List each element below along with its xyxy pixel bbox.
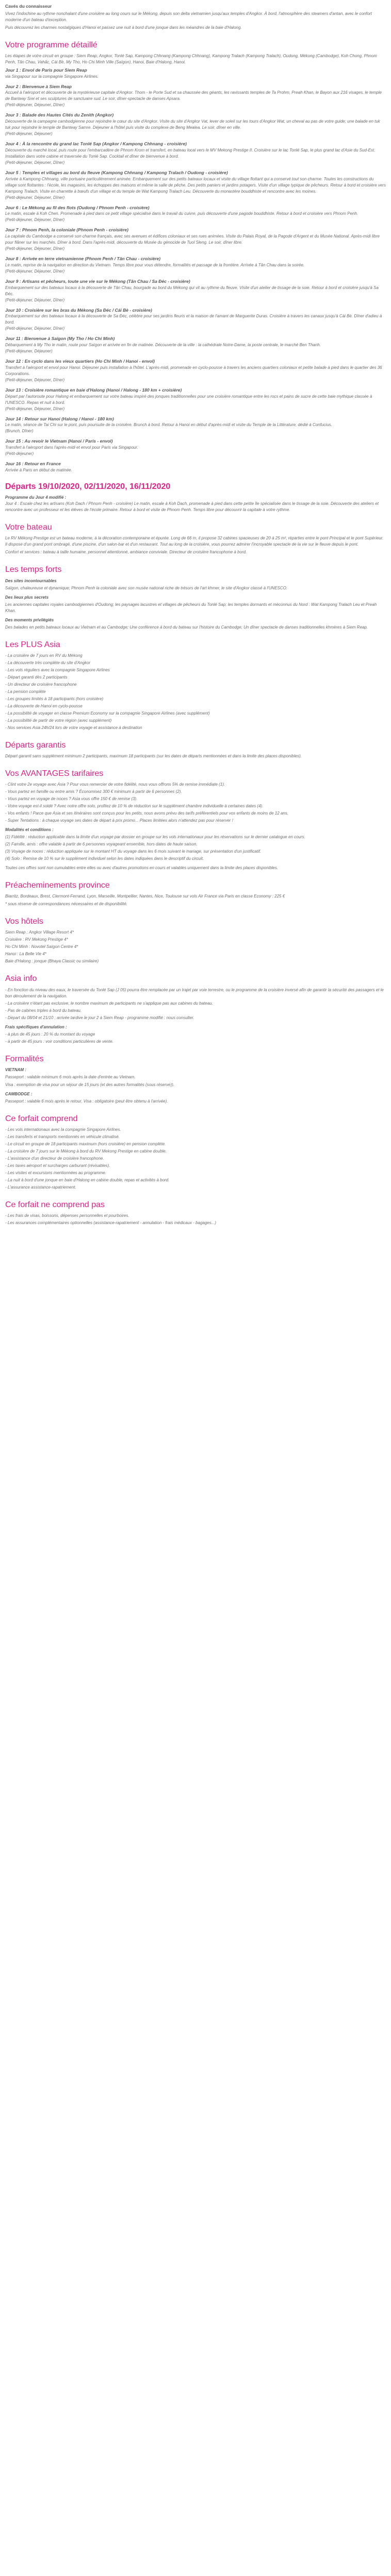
formalites-title: Formalités xyxy=(5,1054,44,1063)
day-text: Embarquement sur des bateaux locaux à la découverte de Tân Chau, bourgade au bord du Mékong qui vit au rythme du fleuve. Visite d'un atelier de tissage de la soie. Retour à bord et croisière jusqu'à Sa Đéc. xyxy=(5,285,379,296)
day-block xyxy=(5,112,386,137)
comprend-title: Ce forfait comprend xyxy=(5,1114,78,1123)
day-block xyxy=(5,170,386,201)
temps-forts-label: Des lieux plus secrets xyxy=(5,595,49,600)
avantage-item: - Super Tentations : à chaque voyage ses dates de départ à prix promo... Places limitées alors n'attendez pas pour réserver ! xyxy=(5,818,233,823)
condition-item: (1) Fidélité : réduction applicable dans la limite d'un voyage par dossier en groupe sur les vols internationaux pour les réservations sur le dernier catalogue en cours. xyxy=(5,835,305,840)
comprend-list xyxy=(5,1127,386,1191)
temps-forts-group xyxy=(5,578,386,591)
day-text: Le matin, séance de Tai Chi sur le pont, puis poursuite de la croisière. Brunch à bord. Retour à Hanoi en début d'après-midi et visite du Temple de la Littérature, dédié à Confucius. xyxy=(5,422,332,428)
day-block xyxy=(5,205,386,224)
day-title: Jour 13 : Croisière romantique en baie d'Halong (Hanoi / Halong - 180 km + croisière) xyxy=(5,387,182,393)
avantage-item: - Vous partez en voyage de noces ? Asia vous offre 150 € de remise (3). xyxy=(5,796,138,802)
day-block xyxy=(5,256,386,275)
day-title: Jour 9 : Artisans et pêcheurs, toute une vie sur le Mékong (Tân Chau / Sa Đéc - croisière) xyxy=(5,278,190,284)
comprend-item: - Le circuit en groupe de 18 participants maximum (hors croisière) en pension complète. xyxy=(5,1142,166,1146)
day-text: Débarquement à My Tho le matin, route pour Saïgon et arrivée en fin de matinée. Découverte de la ville : la cathédrale Notre-Dame, la poste centrale, le marché Ben Thanh. xyxy=(5,343,321,348)
plus-list xyxy=(5,653,386,731)
hotel-item: Baie d'Halong : jonque (Bhaya Classic ou similaire) xyxy=(5,959,99,964)
comprend-item: - L'assistance d'un directeur de croisière francophone. xyxy=(5,1156,104,1161)
visa-text: Visa : exemption de visa pour un séjour de 15 jours (et des autres formalités (sous réserve)). xyxy=(5,1082,175,1087)
info-item: - Pas de cabines triples à bord du bateau. xyxy=(5,1008,82,1013)
day-block xyxy=(5,416,386,435)
bateau-text-2: Confort et services : bateau à taille humaine, personnel attentionné, ambiance conviviale. Directeur de croisière francophone à bord. xyxy=(5,550,247,555)
day-meals: (Petit-déjeuner) xyxy=(5,451,34,456)
day-title: Jour 16 : Retour en France xyxy=(5,461,61,467)
comprend-item: - Les visites et excursions mentionnées au programme. xyxy=(5,1171,107,1175)
day-meals: (Petit-déjeuner, Déjeuner, Dîner) xyxy=(5,377,65,382)
comprend-item: - L'assurance assistance-rapatriement. xyxy=(5,1185,76,1190)
temps-forts-group xyxy=(5,595,386,614)
info-list xyxy=(5,987,386,1021)
day-text: Le matin, escale à Koh Chen. Promenade à pied dans ce petit village spécialisé dans le travail du cuivre, puis découverte d'une pagode bouddhiste. Retour à bord et croisière vers Phnom Penh. xyxy=(5,211,359,216)
ne-comprend-item: - Les assurances complémentaires optionnelles (assistance-rapatriement - annulation - frais médicaux - bagages...) xyxy=(5,1221,217,1226)
temps-forts-group xyxy=(5,617,386,631)
day-meals: (Petit-déjeuner, Déjeuner, Dîner) xyxy=(5,297,65,302)
cambodge-text: Passeport : valable 6 mois après le retour. Visa : obligatoire (peut être obtenu à l'arrivée). xyxy=(5,1098,168,1104)
day-text: Découverte du marché local, puis route pour l'embarcadère de Phnom Krom et transfert, en bateau local vers le MV Mekong Prestige II. Croisière sur le lac Tonlé Sap, le plus grand lac d'Asie du Sud-Est. Installation dans votre cabine et traversée du Tonlé Sap. Cocktail et dîner de bienvenue à bord. xyxy=(5,147,376,159)
intro-paragraph: Puis découvrez les charmes nostalgiques d'Hanoi et passez une nuit à bord d'une jonque dans les méandres de la baie d'Halong. xyxy=(5,25,242,30)
day-meals: (Petit-déjeuner, Déjeuner) xyxy=(5,131,53,137)
plus-item: - La croisière de 7 jours en RV du Mékong xyxy=(5,653,83,658)
intro-section xyxy=(5,3,386,31)
day-text: La capitale du Cambodge a conservé son charme français, avec ses avenues et édifices coloniaux et ses rues animées. Visite du Palais Royal, de la Pagode d'Argent et du Musée National. Après-midi libre pour flâner sur les marchés. Dîner à bord. Dans l'après-midi, découverte du Musée du génocide de Tuol Sleng. Le soir, dîner libre. xyxy=(5,234,380,245)
day-title: Jour 15 : Au revoir le Vietnam (Hanoi / Paris - envol) xyxy=(5,438,113,444)
condition-item: (4) Solo : Remise de 10 % sur le supplément individuel selon les dates indiquées dans le descriptif du circuit. xyxy=(5,856,204,861)
day-meals: (Petit-déjeuner, Déjeuner, Dîner) xyxy=(5,406,65,411)
plus-item: - La découverte très complète du site d'Angkor xyxy=(5,660,91,665)
bateau-text: Le RV Mékong Prestige est un bateau moderne, à la décoration contemporaine et épurée. Long de 66 m, il propose 32 cabines spacieuses de 20 à 25 m², réparties entre le pont Principal et le pont Supérieur. Il dispose d'un grand pont ombragé, d'une piscine, d'un salon-bar et d'un restaurant. Tout au long de la croisière, vous pourrez admirer l'incroyable spectacle de la vie sur le fleuve depuis le pont. xyxy=(5,536,384,547)
day-title: Jour 4 : À la rencontre du grand lac Tonlé Sap (Angkor / Kampong Chhnang - croisière) xyxy=(5,141,187,147)
departs-title: Départs garantis xyxy=(5,740,66,750)
day-block xyxy=(5,438,386,457)
condition-item: (2) Famille, amis : offre valable à partir de 6 personnes voyageant ensemble, hors dates de haute saison. xyxy=(5,842,198,847)
day-meals: (Petit-déjeuner, Déjeuner, Dîner) xyxy=(5,160,65,165)
avantage-item: - Clint votre 2e voyage avec Asia ? Pour vous remercier de votre fidélité, nous vous offrons 5% de remise immédiate (1). xyxy=(5,782,225,787)
vietnam-label: VIETNAM : xyxy=(5,1067,26,1072)
program-days xyxy=(5,67,386,473)
plus-item: - La possibilité de voyager en classe Premium Economy sur la compagnie Singapore Airlines (avec supplément) xyxy=(5,710,210,716)
comprend-item: - Les vols internationaux avec la compagnie Singapore Airlines. xyxy=(5,1127,121,1132)
temps-forts-label: Des sites incontournables xyxy=(5,578,57,583)
day-meals: (Petit-déjeuner, Déjeuner, Dîner) xyxy=(5,268,65,274)
day-text: via Singapour sur la compagnie Singapore Airlines. xyxy=(5,74,99,79)
comprend-item: - La nuit à bord d'une jonque en baie d'Halong en cabine double, repas et activités à bord. xyxy=(5,1178,170,1182)
day-meals: (Petit-déjeuner, Déjeuner) xyxy=(5,349,53,354)
program-title: Votre programme détaillé xyxy=(5,40,97,49)
day-block xyxy=(5,83,386,109)
comprend-item: - La croisière de 7 jours sur le Mékong à bord du RV Mekong Prestige en cabine double. xyxy=(5,1149,167,1154)
page xyxy=(0,0,391,1234)
plus-item: - La découverte de Hanoi en cyclo-pousse xyxy=(5,703,83,708)
day-text: Arrivée à Paris en début de matinée. xyxy=(5,467,72,472)
day-block xyxy=(5,461,386,473)
day-title: Jour 5 : Temples et villages au bord du fleuve (Kampong Chhnang / Kampong Tralach / Oudong - croisière) xyxy=(5,170,228,175)
plus-item: - Les vols réguliers avec la compagnie Singapore Airlines xyxy=(5,667,110,672)
day-text: Arrivée à Kampong Chhnang, ville portuaire particulièrement animée. Embarquement sur des petits bateaux locaux et visite du village flottant qui a conservé tout son charme. Toutes les constructions du village sont flottantes : l'école, les magasins, les échoppes des maisons et même la salle de pêche. Des petits paniers et jardins potagers. Visite d'un village typique de pêcheurs. Retour à bord et croisière vers Kampong Tralach. Visite en charrette à bœufs d'un village et du temple de Wat Kampong Tralach Leu. Découverte du monastère bouddhiste et rencontre avec les moines. xyxy=(5,176,386,194)
frais-title: Frais spécifiques d'annulation : xyxy=(5,1024,67,1029)
day-meals: (Petit-déjeuner, Déjeuner, Dîner) xyxy=(5,326,65,331)
day-block xyxy=(5,335,386,354)
day-title: Jour 6 : Le Mékong au fil des flots (Oudong / Phnom Penh - croisière) xyxy=(5,205,150,210)
intro-title: Cavés du connaisseur xyxy=(5,4,52,9)
frais-item: - à plus de 45 jours : 20 % du montant du voyage xyxy=(5,1031,95,1037)
temps-forts-text: Les anciennes capitales royales cambodgiennes d'Oudong; les paysages lacustres et villages de pêcheurs du Tonlé Sap; les temples dormants et méconnus du Nord : Wat Kampong Tralach Leu et Preah Khan. xyxy=(5,602,377,613)
avantages-list xyxy=(5,782,386,824)
day-meals: (Petit-déjeuner, Déjeuner, Dîner) xyxy=(5,217,65,223)
conditions-title: Modalités et conditions : xyxy=(5,827,54,833)
preacheminements-title: Préacheminements province xyxy=(5,881,110,890)
hotel-item: Hanoi : La Belle Vie 4* xyxy=(5,952,46,957)
day-title: Jour 7 : Phnom Penh, la coloniale (Phnom Penh - croisière) xyxy=(5,227,128,233)
plus-title: Les PLUS Asia xyxy=(5,640,60,649)
hotels-list xyxy=(5,929,386,964)
day-title: Jour 1 : Envol de Paris pour Siem Reap xyxy=(5,67,87,73)
info-title: Asia info xyxy=(5,974,37,984)
day-text: Accueil à l'aéroport et découverte de la mystérieuse capitale d'Angkor. Thom - le Porte Sud et sa chaussée des géants, les ravissants temples de Ta Prohm, Preah Khan, le Bayon aux 216 visages, le temple de Banteay Srei et ses sculptures de sanctuaire sud. Le soir, dîner-spectacle de danses Apsara. xyxy=(5,90,382,101)
day-meals: (Petit-déjeuner, Déjeuner, Dîner) xyxy=(5,246,65,251)
day-block xyxy=(5,67,386,80)
day-text: Départ par l'autoroute pour Halong et embarquement sur votre bateau inspiré des jonques traditionnelles pour une croisière romantique entre les rocs et pains de sucre de cette baie mythique classée à l'UNESCO. Repas et nuit à bord. xyxy=(5,394,372,405)
hotel-item: Siem Reap : Angkor Village Resort 4* xyxy=(5,930,74,935)
day-title: Jour 3 : Balade des Hautes Cités du Zenith (Angkor) xyxy=(5,112,114,118)
ne-comprend-list xyxy=(5,1213,386,1226)
day-block xyxy=(5,358,386,383)
temps-forts-text: Saïgon, chaleureuse et dynamique; Phnom Penh la coloniale avec son musée national riche de trésors de l'art khmer, le site d'Angkor classé à l'UNESCO. xyxy=(5,585,288,590)
plus-item: - Un directeur de croisière francophone xyxy=(5,682,77,687)
day-meals: (Petit-déjeuner, Déjeuner, Dîner) xyxy=(5,195,65,200)
day-meals: (Petit-déjeuner, Déjeuner, Dîner) xyxy=(5,103,65,108)
ne-comprend-title: Ce forfait ne comprend pas xyxy=(5,1200,105,1209)
avantages-note: Toutes ces offres sont non cumulables entre elles ou avec d'autres promotions en cours et valables uniquement dans la limite des places disponibles. xyxy=(5,866,279,871)
hotel-item: Ho Chi Minh : Novotel Saïgon Centre 4* xyxy=(5,944,78,950)
day-block xyxy=(5,307,386,332)
plus-item: - La possibilité de partir de votre région (avec supplément) xyxy=(5,718,112,723)
evolution-text: Jour 4 : Escale chez les artisans (Koh Dach / Phnom Penh - croisière) Le matin, escale à Koh Dach, promenade à pied dans cette petite île spécialisée dans le tissage de la soie. Découverte des ateliers et rencontre avec un professeur et les élèves de l'école primaire. Retour à bord et visite de Phnom Penh. Temps libre pour découvrir la capitale à votre rythme. xyxy=(5,501,379,513)
info-item: - En fonction du niveau des eaux, le traversée du Tonlé Sap (J 05) pourra être remplacée par un trajet par voie terrestre, ou le programme de la croisière inversé afin de garantir la sécurité des passagers et le bon déroulement de la navigation. xyxy=(5,987,384,998)
plus-item: - Nos services Asia 24h/24 lors de votre voyage et assistance à destination xyxy=(5,725,142,730)
dates-title: Départs 19/10/2020, 02/11/2020, 16/11/2020 xyxy=(5,482,171,491)
avantage-item: - Vous partez en famille ou entre amis ? Économisez 300 € minimum à partir de 6 personnes (2). xyxy=(5,789,182,794)
day-text: Embarquement sur des bateaux locaux à la découverte de Sa Đéc, célèbre pour ses jardins fleuris et la maison de l'amant de Marguerite Duras. Croisière à travers les canaux jusqu'à Cái Bè. Dîner d'adieu à bord. xyxy=(5,314,382,325)
day-text: Découverte de la campagne cambodgienne pour rejoindre le cœur du site d'Angkor. Visite du site d'Angkor Vat, lever de soleil sur les tours d'Angkor Wat, un cheval au pas de votre guide; une balade en tuk tuk pour rejoindre le temple de Banteay Samre. Déjeuner à l'hôtel puis visite du complexe de Beng Mealea. Le soir, dîner en ville. xyxy=(5,119,380,130)
cambodge-label: CAMBODGE : xyxy=(5,1091,32,1096)
day-title: Jour 14 : Retour sur Hanoi (Halong / Hanoi - 180 km) xyxy=(5,416,114,421)
day-block xyxy=(5,278,386,303)
day-meals: (Brunch, Dîner) xyxy=(5,429,34,434)
frais-item: - à partir de 45 jours : voir conditions particulières de vente. xyxy=(5,1039,113,1044)
day-text: Transfert à l'aéroport et envol pour Hanoi. Déjeuner puis installation à l'hôtel. L'après-midi, promenade en cyclo-pousse à travers les anciens quartiers coloniaux et petite balade à pied dans le quartier des 36 Corporations. xyxy=(5,365,382,376)
day-text: Le matin, reprise de la navigation en direction du Vietnam. Temps libre pour vous détendre, formalités et passage de la frontière. Arrivée à Tân Chau dans la soirée. xyxy=(5,262,305,267)
avantage-item: - Vos enfants ! Parce que Asia et ses itinéraires sont conçus pour les petits, nous avons prévu des tarifs préférentiels pour vos enfants de moins de 12 ans. xyxy=(5,811,289,816)
day-block xyxy=(5,387,386,412)
day-title: Jour 11 : Bienvenue à Saïgon (My Tho / Ho Chi Minh) xyxy=(5,336,115,342)
day-title: Jour 8 : Arrivée en terre vietnamienne (Phnom Penh / Tân Chau - croisière) xyxy=(5,256,161,262)
hotels-title: Vos hôtels xyxy=(5,917,43,926)
temps-forts-label: Des moments privilégiés xyxy=(5,617,54,622)
info-item: - La croisière n'étant pas exclusive, le nombre maximum de participants ne s'applique pas aux cabines du bateau. xyxy=(5,1001,213,1006)
day-title: Jour 10 : Croisière sur les bras du Mékong (Sa Đéc / Cái Bè - croisière) xyxy=(5,307,152,313)
temps-forts-text: Des balades en petits bateaux locaux au Vietnam et au Cambodge; Une conférence à bord du bateau sur l'histoire du Cambodge; Un dîner spectacle de danses traditionnelles khmères à Siem Reap. xyxy=(5,624,368,630)
departs-text: Départ garanti sans supplément minimum 2 participants, maximum 18 participants (sur les dates de départs mentionnées et dans la limite des places disponibles). xyxy=(5,753,302,758)
day-block xyxy=(5,227,386,252)
day-text: Transfert à l'aéroport dans l'après-midi et envol pour Paris via Singapour. xyxy=(5,445,138,450)
program-intro: Les étapes de votre circuit en groupe : Siem Reap, Angkor, Tonlé Sap, Kampong Chhnang (Kampong Chhnang), Kampong Tralach (Kampong Tralach), Oudong, Mékong (Cambodge), Koh Chong, Phnom Penh, Tân Chau, Vahấc, Cái Bè, My Tho, Ho Chi Minh Ville (Saïgon), Hanoi, Baie d'Halong, Hanoi. xyxy=(5,53,377,64)
conditions-list xyxy=(5,834,386,862)
comprend-item: - Les taxes aéroport et surcharges carburant (révisables). xyxy=(5,1163,110,1168)
preacheminements-note: * sous réserve de correspondances nécessaires et de disponibilité. xyxy=(5,902,128,907)
vietnam-text: Passeport : valable minimum 6 mois après la date d'entrée au Vietnam. xyxy=(5,1074,136,1079)
plus-item: - Départ garanti dès 2 participants xyxy=(5,674,68,680)
frais-list xyxy=(5,1031,386,1045)
info-item: - Départ du 08/04 et 21/10 : arrivée tardive le jour 2 à Siem Reap - programme modifié : nous consulter. xyxy=(5,1015,194,1020)
ne-comprend-item: - Les frais de visas, boissons, dépenses personnelles et pourboires. xyxy=(5,1213,129,1218)
day-block xyxy=(5,141,386,166)
comprend-item: - Les transferts et transports mentionnés en véhicule climatisé. xyxy=(5,1134,120,1139)
bateau-title: Votre bateau xyxy=(5,523,52,532)
avantages-title: Vos AVANTAGES tarifaires xyxy=(5,769,104,778)
preacheminements-text: Biarritz, Bordeaux, Brest, Clermont-Ferrand, Lyon, Marseille, Montpellier, Nantes, Nice, Toulouse sur vols Air France via Paris en classe Economy : 225 € xyxy=(5,894,285,899)
evolution-block xyxy=(5,495,386,513)
plus-item: - La pension complète xyxy=(5,689,46,694)
intro-paragraph: Vivez l'indochine au rythme nonchalant d'une croisière au long cours sur le Mékong, depuis son delta vietnamien jusqu'aux temples d'Angkor. À bord, l'atmosphère des steamers d'antan, avec le confort moderne d'un bateau d'exception. xyxy=(5,11,372,22)
plus-item: - Les groupes limités à 18 participants (hors croisière) xyxy=(5,696,104,701)
condition-item: (3) Voyage de noces : réduction appliquée sur le montant HT du voyage dans les 6 mois suivant le mariage, sur présentation d'un justificatif. xyxy=(5,849,262,854)
day-title: Jour 2 : Bienvenue à Siem Reap xyxy=(5,83,72,89)
day-title: Jour 12 : En cyclo dans les vieux quartiers (Ho Chi Minh / Hanoi - envol) xyxy=(5,359,155,364)
avantage-item: - Votre voyage est-il soldé ? Avec notre offre solo, profitez de 10 % de réduction sur le supplément chambre individuelle à certaines dates (4). xyxy=(5,804,264,809)
temps-forts-title: Les temps forts xyxy=(5,565,62,574)
hotel-item: Croisière : RV Mekong Prestige 4* xyxy=(5,937,68,942)
evolution-label: Programme du Jour 4 modifié : xyxy=(5,495,67,500)
